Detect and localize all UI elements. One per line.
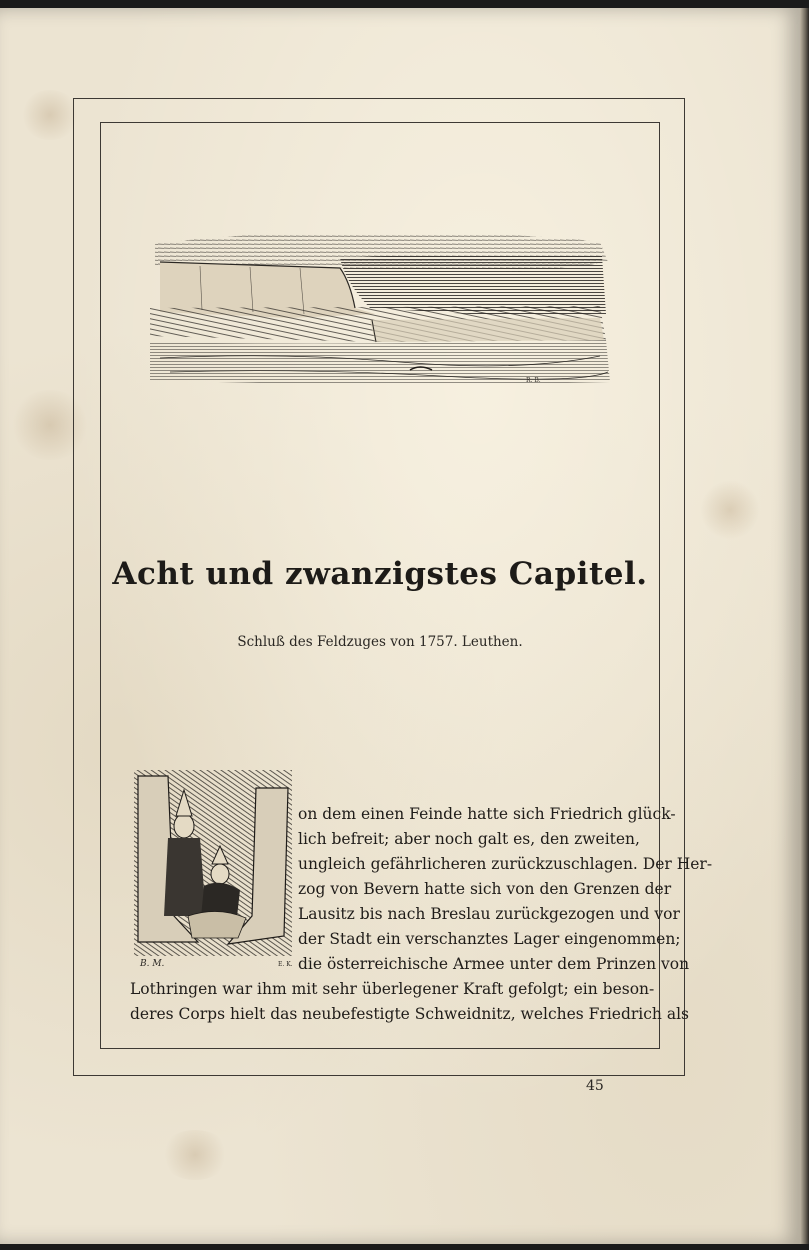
text-line: die österreichische Armee unter dem Prinzen von — [298, 955, 690, 973]
page-number: 45 — [586, 1078, 604, 1094]
text-line: der Stadt ein verschanztes Lager eingenommen; — [298, 930, 681, 948]
text-line: ungleich gefährlicheren zurückzuschlagen. Der Her- — [298, 855, 713, 873]
engraver-signature-initial: E. K. — [278, 961, 293, 968]
decorated-initial-illustration — [128, 766, 296, 970]
text-line: Lothringen war ihm mit sehr überlegener Kraft gefolgt; ein beson- — [130, 980, 655, 998]
page-edge — [800, 8, 809, 1244]
text-line: lich befreit; aber noch galt es, den zweiten, — [298, 830, 640, 848]
text-line: zog von Bevern hatte sich von den Grenzen der — [298, 880, 672, 898]
paper-stain — [160, 1130, 230, 1180]
chapter-subtitle: Schluß des Feldzuges von 1757. Leuthen. — [237, 634, 523, 650]
illustrator-signature: B. M. — [140, 959, 165, 969]
engraver-signature: R. B. — [526, 377, 541, 384]
chapter-title: Acht und zwanzigstes Capitel. — [112, 556, 648, 592]
paper-stain — [20, 90, 80, 140]
cliffs-engraving — [140, 222, 615, 397]
text-line: on dem einen Feinde hatte sich Friedrich glück- — [298, 805, 676, 823]
text-line: deres Corps hielt das neubefestigte Schweidnitz, welches Friedrich als — [130, 1005, 689, 1023]
paper-stain — [700, 480, 760, 540]
text-line: Lausitz bis nach Breslau zurückgezogen und vor — [298, 905, 680, 923]
